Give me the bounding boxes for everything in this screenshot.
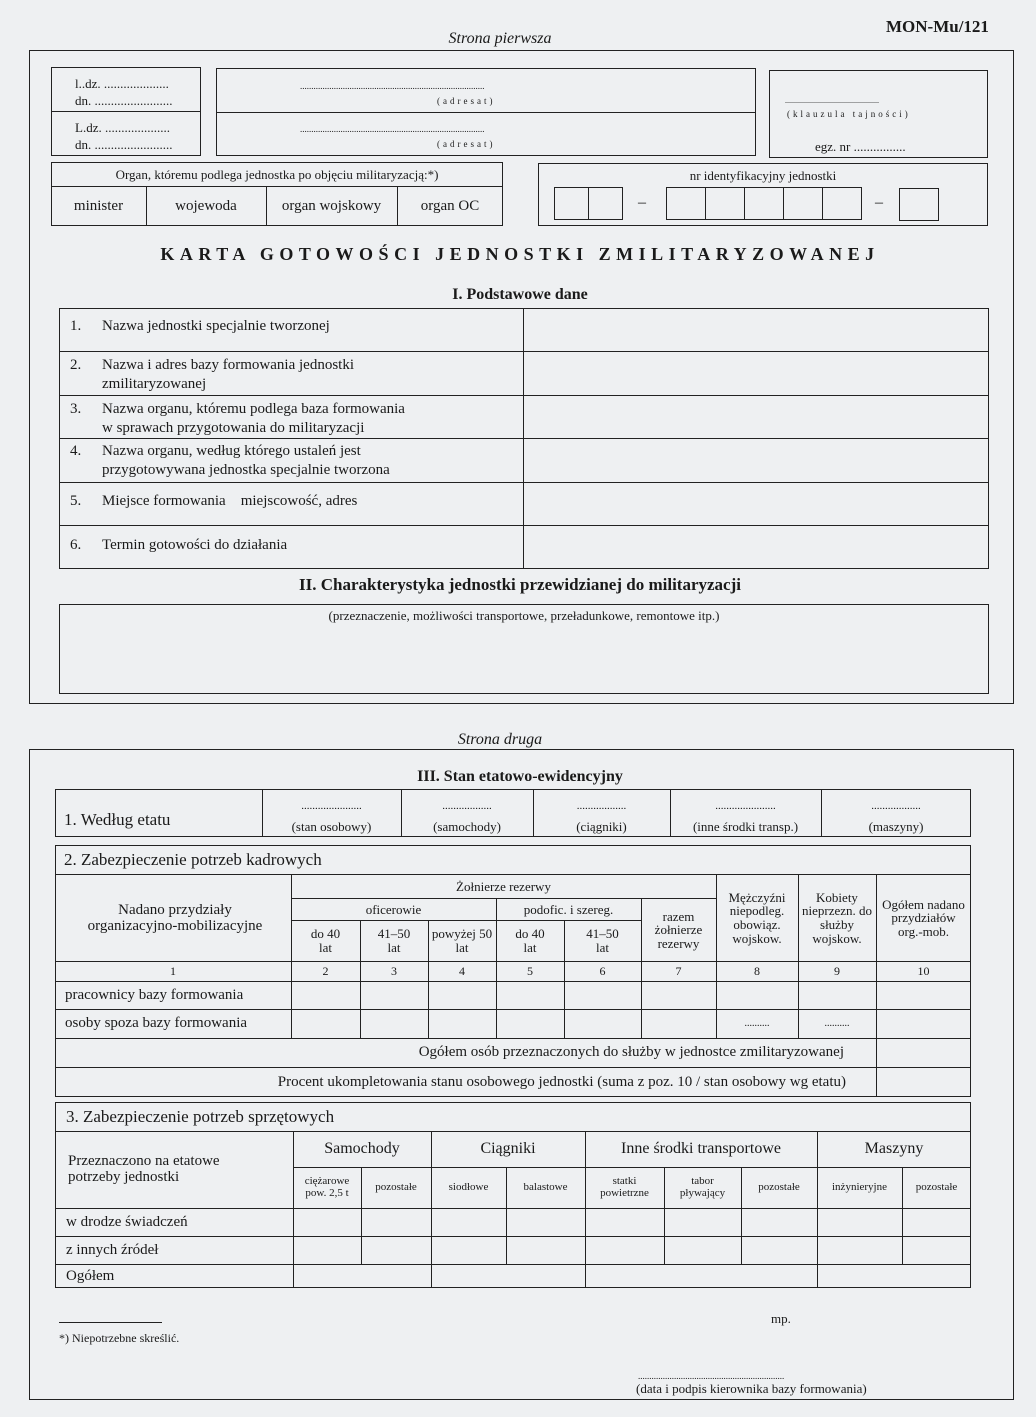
row2-num: 2. bbox=[70, 357, 82, 373]
row3-label-2: w sprawach przygotowania do militaryzacji bbox=[102, 420, 365, 436]
organ-option-wojewoda[interactable]: wojewoda bbox=[175, 197, 237, 214]
row4-value[interactable] bbox=[524, 439, 988, 482]
total-persons-label: Ogółem osób przeznaczonych do służby w jednostce zmilitaryzowanej bbox=[418, 1044, 844, 1061]
kadry-title: 2. Zabezpieczenie potrzeb kadrowych bbox=[64, 850, 322, 869]
col3-num: 3 bbox=[391, 964, 397, 979]
sub-maszyny-pozostale: pozostałe bbox=[915, 1181, 958, 1194]
percent-label: Procent ukompletowania stanu osobowego jednostki (suma z poz. 10 / stan osobowy wg etatu) bbox=[277, 1073, 846, 1090]
etat-inne-field[interactable]: ...................... bbox=[715, 800, 776, 812]
footnote-rule bbox=[59, 1322, 162, 1323]
ldz-field-2[interactable]: L.dz. .................... bbox=[75, 120, 170, 135]
kadry-row-label-pracownicy: pracownicy bazy formowania bbox=[65, 986, 244, 1003]
section3-title: III. Stan etatowo-ewidencyjny bbox=[417, 768, 623, 785]
etat-stan-osobowy-field[interactable]: ...................... bbox=[301, 800, 362, 812]
organ-option-organ-oc[interactable]: organ OC bbox=[420, 197, 480, 214]
row5-num: 5. bbox=[70, 493, 82, 509]
organ-option-organ-wojskowy[interactable]: organ wojskowy bbox=[281, 197, 382, 214]
sprzet-title: 3. Zabezpieczenie potrzeb sprzętowych bbox=[66, 1107, 335, 1126]
klauzula-caption: (klauzula tajności) bbox=[787, 109, 911, 119]
percent-value[interactable] bbox=[877, 1068, 970, 1097]
col4-header: powyżej 50 lat bbox=[431, 926, 493, 955]
col5-num: 5 bbox=[527, 964, 533, 979]
row2-label-2: zmilitaryzowanej bbox=[102, 376, 207, 392]
col9-header: Kobiety nieprzezn. do służby wojskow. bbox=[801, 889, 873, 946]
col10-num: 10 bbox=[917, 964, 930, 979]
sub-statki-powietrzne: statki powietrzne bbox=[600, 1175, 649, 1199]
etat-stan-osobowy-caption: (stan osobowy) bbox=[291, 819, 372, 834]
col9-num: 9 bbox=[834, 964, 840, 979]
organ-option-minister[interactable]: minister bbox=[73, 197, 124, 214]
etat-maszyny-caption: (maszyny) bbox=[868, 819, 924, 834]
adresat-field-1[interactable]: .................................................................................. bbox=[300, 81, 485, 91]
id-digit-1[interactable] bbox=[554, 187, 589, 220]
dn-field-1[interactable]: dn. ........................ bbox=[75, 93, 173, 108]
row1-label: Nazwa jednostki specjalnie tworzonej bbox=[102, 318, 330, 334]
col2-header: do 40 lat bbox=[310, 926, 341, 955]
etat-maszyny-field[interactable]: .................. bbox=[871, 800, 921, 812]
main-title: KARTA GOTOWOŚCI JEDNOSTKI ZMILITARYZOWANEJ bbox=[160, 244, 880, 264]
col8-header: Mężczyźni niepodleg. obowiąz. wojskow. bbox=[728, 889, 786, 946]
col5-header: do 40 lat bbox=[515, 926, 545, 955]
row3-value[interactable] bbox=[524, 396, 988, 438]
kadry-cell-spoza-col9[interactable]: .......... bbox=[824, 1017, 850, 1029]
etat-inne-caption: (inne środki transp.) bbox=[692, 819, 799, 834]
sub-inne-pozostale: pozostałe bbox=[758, 1181, 800, 1194]
page1-label: Strona pierwsza bbox=[448, 30, 552, 47]
sub-inzynieryjne: inżynieryjne bbox=[832, 1181, 887, 1194]
id-digit-2[interactable] bbox=[588, 187, 623, 220]
col6-header: 41–50 lat bbox=[586, 926, 619, 955]
row1-value[interactable] bbox=[524, 309, 988, 351]
signature-field[interactable]: ................................................................. bbox=[638, 1371, 785, 1381]
row2-label-1: Nazwa i adres bazy formowania jednostki bbox=[102, 357, 354, 373]
egz-nr-field[interactable]: egz. nr ................ bbox=[815, 139, 906, 154]
col8-num: 8 bbox=[754, 964, 760, 979]
signature-caption: (data i podpis kierownika bazy formowania) bbox=[636, 1381, 867, 1396]
adresat-field-2[interactable]: .................................................................................. bbox=[300, 124, 485, 134]
kadry-cell-spoza-col8[interactable]: .......... bbox=[744, 1017, 770, 1029]
id-number-title: nr identyfikacyjny jednostki bbox=[689, 168, 837, 183]
id-separator-2: – bbox=[875, 194, 883, 211]
group-inne-srodki: Inne środki transportowe bbox=[621, 1140, 781, 1158]
col3-header: 41–50 lat bbox=[377, 926, 411, 955]
sub-ciezarowe: ciężarowe pow. 2,5 t bbox=[304, 1175, 350, 1199]
id-digit-5[interactable] bbox=[744, 187, 784, 220]
row5-value[interactable] bbox=[524, 483, 988, 525]
id-digit-6[interactable] bbox=[783, 187, 823, 220]
organ-title: Organ, któremu podlega jednostka po objęciu militaryzacją:*) bbox=[115, 167, 439, 182]
id-digit-3[interactable] bbox=[666, 187, 706, 220]
etat-ciagniki-caption: (ciągniki) bbox=[576, 819, 627, 834]
etat-ciagniki-field[interactable]: .................. bbox=[576, 800, 627, 812]
group-samochody: Samochody bbox=[324, 1140, 400, 1158]
col7-header: razem żołnierze rezerwy bbox=[654, 908, 703, 951]
row6-label: Termin gotowości do działania bbox=[102, 537, 288, 553]
row5-label: Miejsce formowania miejscowość, adres bbox=[102, 493, 358, 509]
section1-title: I. Podstawowe dane bbox=[452, 286, 588, 303]
form-code: MON-Mu/121 bbox=[886, 17, 989, 36]
group-maszyny: Maszyny bbox=[864, 1140, 924, 1158]
adresat-caption-2: (adresat) bbox=[437, 139, 496, 149]
col4-num: 4 bbox=[459, 964, 465, 979]
sub-tabor-plywajacy: tabor pływający bbox=[679, 1175, 726, 1199]
id-digit-4[interactable] bbox=[705, 187, 745, 220]
ldz-field-1[interactable]: l..dz. .................... bbox=[75, 76, 169, 91]
sub-samochody-pozostale: pozostałe bbox=[375, 1181, 417, 1194]
col2-num: 2 bbox=[322, 964, 329, 979]
klauzula-field[interactable]: ............................................... bbox=[785, 96, 879, 105]
id-digit-8[interactable] bbox=[899, 188, 939, 221]
adresat-caption-1: (adresat) bbox=[437, 96, 496, 106]
col1-num: 1 bbox=[170, 964, 176, 979]
sprzet-row-swiadczen: w drodze świadczeń bbox=[66, 1213, 188, 1230]
section2-hint: (przeznaczenie, możliwości transportowe, przeładunkowe, remontowe itp.) bbox=[328, 608, 720, 623]
col7-num: 7 bbox=[675, 964, 682, 979]
section2-title: II. Charakterystyka jednostki przewidzianej do militaryzacji bbox=[299, 575, 741, 594]
sprzet-row-header: Przeznaczono na etatowe potrzeby jednostki bbox=[68, 1153, 220, 1185]
group-ciagniki: Ciągniki bbox=[480, 1140, 536, 1158]
col10-header: Ogółem nadano przydziałów org.-mob. bbox=[882, 896, 965, 939]
footnote: *) Niepotrzebne skreślić. bbox=[59, 1331, 180, 1345]
row2-value[interactable] bbox=[524, 352, 988, 395]
row3-label-1: Nazwa organu, któremu podlega baza formowania bbox=[102, 401, 405, 417]
etat-samochody-field[interactable]: .................. bbox=[442, 800, 492, 812]
etat-samochody-caption: (samochody) bbox=[433, 819, 501, 834]
stamp-label: mp. bbox=[771, 1311, 791, 1326]
row4-num: 4. bbox=[70, 443, 82, 459]
sub-balastowe: balastowe bbox=[523, 1181, 568, 1194]
officers-group-header: oficerowie bbox=[365, 901, 422, 917]
sprzet-row-inne-zrodla: z innych źródeł bbox=[66, 1241, 159, 1258]
sub-siodlowe: siodłowe bbox=[448, 1181, 489, 1194]
row1-num: 1. bbox=[70, 318, 82, 334]
total-persons-value[interactable] bbox=[877, 1039, 970, 1067]
id-digit-7[interactable] bbox=[822, 187, 862, 220]
dn-field-2[interactable]: dn. ........................ bbox=[75, 137, 173, 152]
nco-group-header: podofic. i szereg. bbox=[523, 901, 614, 917]
row6-value[interactable] bbox=[524, 526, 988, 569]
row3-num: 3. bbox=[70, 401, 82, 417]
row6-num: 6. bbox=[70, 537, 82, 553]
kadry-row-header: Nadano przydziały organizacyjno-mobilizacyjne bbox=[87, 902, 263, 934]
page2-label: Strona druga bbox=[457, 731, 543, 748]
row4-label-2: przygotowywana jednostka specjalnie tworzona bbox=[102, 462, 390, 478]
reserve-group-header: Żołnierze rezerwy bbox=[456, 878, 551, 894]
kadry-row-label-spoza: osoby spoza bazy formowania bbox=[65, 1015, 248, 1032]
id-separator-1: – bbox=[638, 194, 646, 211]
col6-num: 6 bbox=[599, 964, 606, 979]
row4-label-1: Nazwa organu, według którego ustaleń jest bbox=[102, 443, 361, 459]
etat-label: 1. Według etatu bbox=[64, 810, 171, 829]
sprzet-row-ogolem: Ogółem bbox=[66, 1267, 115, 1284]
